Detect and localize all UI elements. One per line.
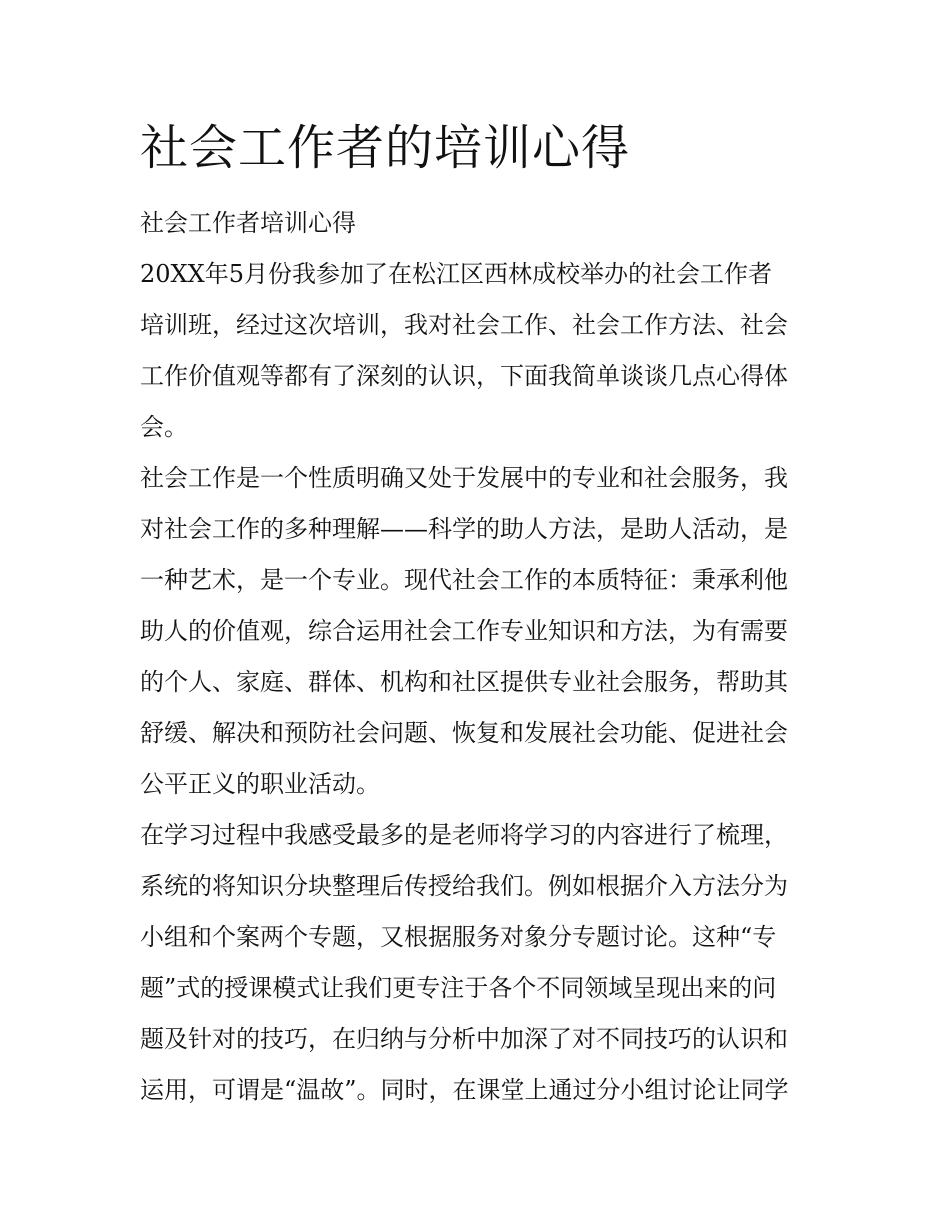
paragraph-line: 助人的价值观，综合运用社会工作专业知识和方法，为有需要: [140, 617, 788, 645]
paragraph-line: 公平正义的职业活动。: [140, 770, 380, 798]
paragraph-line: 20XX年5月份我参加了在松江区西林成校举办的社会工作者: [140, 260, 772, 288]
paragraph-line: 的个人、家庭、群体、机构和社区提供专业社会服务，帮助其: [140, 668, 788, 696]
paragraph-line: 小组和个案两个专题，又根据服务对象分专题讨论。这种“专: [140, 923, 777, 951]
paragraph-line: 对社会工作的多种理解——科学的助人方法，是助人活动，是: [140, 515, 788, 543]
paragraph-line: 会。: [140, 413, 188, 441]
paragraph-line: 题”式的授课模式让我们更专注于各个不同领域呈现出来的问: [140, 974, 777, 1002]
paragraph-line: 运用，可谓是“温故”。同时，在课堂上通过分小组讨论让同学: [140, 1076, 789, 1104]
paragraph-line: 工作价值观等都有了深刻的认识，下面我简单谈谈几点心得体: [140, 362, 788, 390]
document-subtitle: 社会工作者培训心得: [140, 209, 356, 237]
document-title: 社会工作者的培训心得: [140, 120, 631, 176]
paragraph-line: 一种艺术，是一个专业。现代社会工作的本质特征：秉承利他: [140, 566, 788, 594]
paragraph-line: 舒缓、解决和预防社会问题、恢复和发展社会功能、促进社会: [140, 719, 788, 747]
paragraph-line: 社会工作是一个性质明确又处于发展中的专业和社会服务，我: [140, 464, 788, 492]
paragraph-line: 系统的将知识分块整理后传授给我们。例如根据介入方法分为: [140, 872, 788, 900]
paragraph-line: 在学习过程中我感受最多的是老师将学习的内容进行了梳理，: [140, 821, 788, 849]
paragraph-line: 培训班，经过这次培训，我对社会工作、社会工作方法、社会: [140, 311, 788, 339]
paragraph-line: 题及针对的技巧，在归纳与分析中加深了对不同技巧的认识和: [140, 1025, 788, 1053]
